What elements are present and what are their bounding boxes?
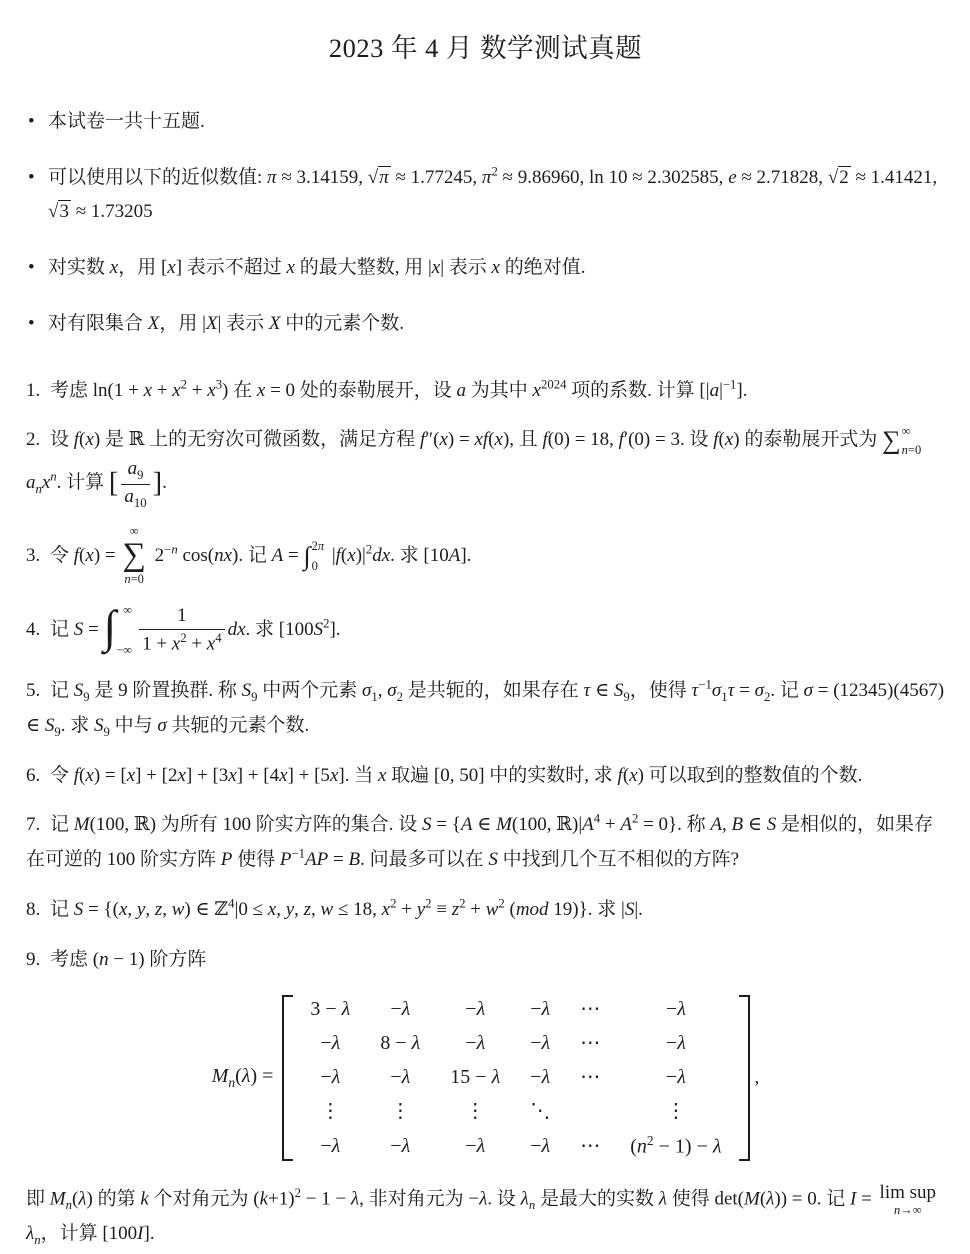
matrix-cell: ⋮ (320, 1100, 341, 1123)
question-text: 令 f(x) = ∞ ∑ n=0 $2^{-n}$ cos(nx). 记 A = ∫ 2π 0 $|f(x)|^2dx$. 求 [10A]. (50, 524, 472, 587)
matrix-cell: ⋮ (665, 1100, 686, 1123)
question-number: 1. (26, 379, 41, 401)
question-number: 4. (26, 618, 41, 640)
matrix-cell: −λ (465, 1135, 486, 1158)
matrix-row (295, 992, 736, 1026)
note-item (26, 251, 945, 286)
question-1 (26, 373, 945, 408)
matrix-cell: −λ (320, 1066, 341, 1089)
matrix-cell: 8 − λ (380, 1032, 421, 1055)
matrix-cell: 3 − λ (310, 998, 351, 1021)
matrix-cell: ⋯ (580, 1032, 601, 1055)
question-text: 设 f(x) 是 ℝ 上的无穷次可微函数，满足方程 f″(x) = xf(x), 且 f(0) = 18, f′(0) = 3. 设 f(x) 的泰勒展开式为 ∑ ∞ n=0 $a_nx^n$. 计算 [ $\frac{a_9}{a_{10}}$ ]. (26, 423, 922, 510)
question-text: 记 S = {(x, y, z, w) ∈ ℤ$^4$|0 ≤ x, y, z, w ≤ 18, $x^2 + y^2 \equiv z^2 + w^2$ (mod 19)}. 求 |S|. (50, 896, 643, 921)
question-number: 5. (26, 679, 41, 701)
matrix-cell: ⋮ (465, 1100, 486, 1123)
question-number: 8. (26, 899, 41, 921)
matrix-cell: −λ (390, 1066, 411, 1089)
matrix-cell: −λ (465, 1032, 486, 1055)
question-text: 记 M(100, ℝ) 为所有 100 阶实方阵的集合. 设 S = {A ∈ M(100, $ℝ)|A^4 + A^2 = 0$}. 称 A, B ∈ S 是相似的，如果存在可逆的 100 阶实方阵 P 使得 $P^{-1}AP = B$. 问最多可以在 S 中找到几个互不相似的方阵? (26, 812, 933, 871)
question-number: 3. (26, 544, 41, 566)
matrix-row (295, 1026, 736, 1060)
matrix-row (295, 1094, 736, 1128)
matrix-cell: ⋱ (530, 1100, 551, 1123)
matrix-cell: −λ (530, 1135, 551, 1158)
matrix-cell: 15 − λ (450, 1066, 501, 1089)
note-text: 可以使用以下的近似数值: π ≈ 3.14159, √π ≈ 1.77245, $\pi^2 \approx 9.86960$, ln 10 ≈ 2.302585, e ≈ 2.71828, √2 ≈ 1.41421, √3 ≈ 1.73205 (48, 164, 938, 223)
question-3 (26, 525, 945, 587)
bullet-icon: • (28, 257, 35, 279)
matrix-cell: $(n^2 - 1) - \lambda$ (630, 1133, 722, 1159)
matrix-cell: −λ (390, 998, 411, 1021)
note-text: 本试卷一共十五题. (48, 111, 205, 132)
question-9-continuation: 即 $M_n(\lambda)$ 的第 k 个对角元为 $(k+1)^2 - 1 - \lambda$, 非对角元为 −λ. 设 $\lambda_n$ 是最大的实数 λ 使得 det(M(λ)) = 0. 记 I = lim sup n→∞ $\lambda_n$，计算 [100I]. (26, 1181, 937, 1248)
matrix-row (295, 1128, 736, 1164)
matrix-right-bracket (739, 995, 750, 1161)
matrix-cell: −λ (390, 1135, 411, 1158)
matrix-cell: −λ (530, 998, 551, 1021)
question-number: 9. (26, 948, 41, 970)
note-item (26, 307, 945, 342)
bullet-icon: • (28, 166, 35, 188)
question-text: 考虑 $\ln(1 + x + x^2 + x^3)$ 在 x = 0 处的泰勒展开，设 a 为其中 $x^{2024}$ 项的系数. 计算 $[|a|^{-1}]$. (50, 377, 748, 401)
question-number: 6. (26, 764, 41, 786)
note-item (26, 105, 945, 140)
note-text: 对实数 x，用 [x] 表示不超过 x 的最大整数, 用 |x| 表示 x 的绝对值. (48, 257, 586, 279)
matrix-cell: −λ (665, 1066, 686, 1089)
question-7 (26, 808, 945, 878)
question-text: 令 f(x) = [x] + [2x] + [3x] + [4x] + [5x]. 当 x 取遍 [0, 50] 中的实数时, 求 f(x) 可以取到的整数值的个数. (50, 764, 863, 786)
matrix-cell: −λ (465, 998, 486, 1021)
bullet-icon: • (28, 111, 35, 132)
question-number: 7. (26, 814, 41, 836)
matrix-row (295, 1060, 736, 1094)
matrix-cell: ⋯ (580, 998, 601, 1021)
question-text: 考虑 (n − 1) 阶方阵 (50, 948, 207, 970)
matrix-cell: −λ (665, 998, 686, 1021)
matrix-table (295, 992, 736, 1164)
matrix-left-bracket (282, 995, 293, 1161)
question-5 (26, 673, 945, 743)
question-4 (26, 602, 945, 658)
matrix-cell: ⋮ (390, 1100, 411, 1123)
question-number: 2. (26, 429, 41, 451)
note-item (26, 161, 945, 230)
matrix-cell: −λ (320, 1032, 341, 1055)
matrix-cell: −λ (665, 1032, 686, 1055)
question-8 (26, 893, 945, 928)
matrix-cell: ⋯ (580, 1066, 601, 1089)
question-text: 记 $S_9$ 是 9 阶置换群. 称 $S_9$ 中两个元素 $\sigma_1$, $\sigma_2$ 是共轭的，如果存在 τ ∈ $S_9$，使得 $\tau^{-1}\sigma_1\tau = \sigma_2$. 记 σ = (12345)(4567) ∈ $S_9$. 求 $S_9$ 中与 σ 共轭的元素个数. (26, 677, 945, 739)
question-2 (26, 423, 945, 510)
exam-notes (26, 105, 945, 341)
matrix-cell (565, 1094, 615, 1128)
question-6 (26, 759, 945, 794)
matrix-cell: ⋯ (580, 1135, 601, 1158)
question-9-intro (26, 943, 945, 978)
bullet-icon: • (28, 312, 35, 334)
matrix-label: $M_n(\lambda)$ = (211, 1065, 274, 1091)
page-title: 2023 年 4 月 数学测试真题 (328, 33, 643, 63)
matrix-comma: , (754, 1067, 760, 1089)
matrix-cell: −λ (320, 1135, 341, 1158)
matrix-cell: −λ (530, 1066, 551, 1089)
matrix-cell: −λ (530, 1032, 551, 1055)
question-text: 记 S = ∫ ∞ −∞ $\frac{1}{1 + x^2 + x^4}$ dx. 求 $[100S^2]$. (50, 601, 341, 657)
matrix-equation (26, 992, 945, 1164)
note-text: 对有限集合 X，用 |X| 表示 X 中的元素个数. (48, 312, 404, 334)
